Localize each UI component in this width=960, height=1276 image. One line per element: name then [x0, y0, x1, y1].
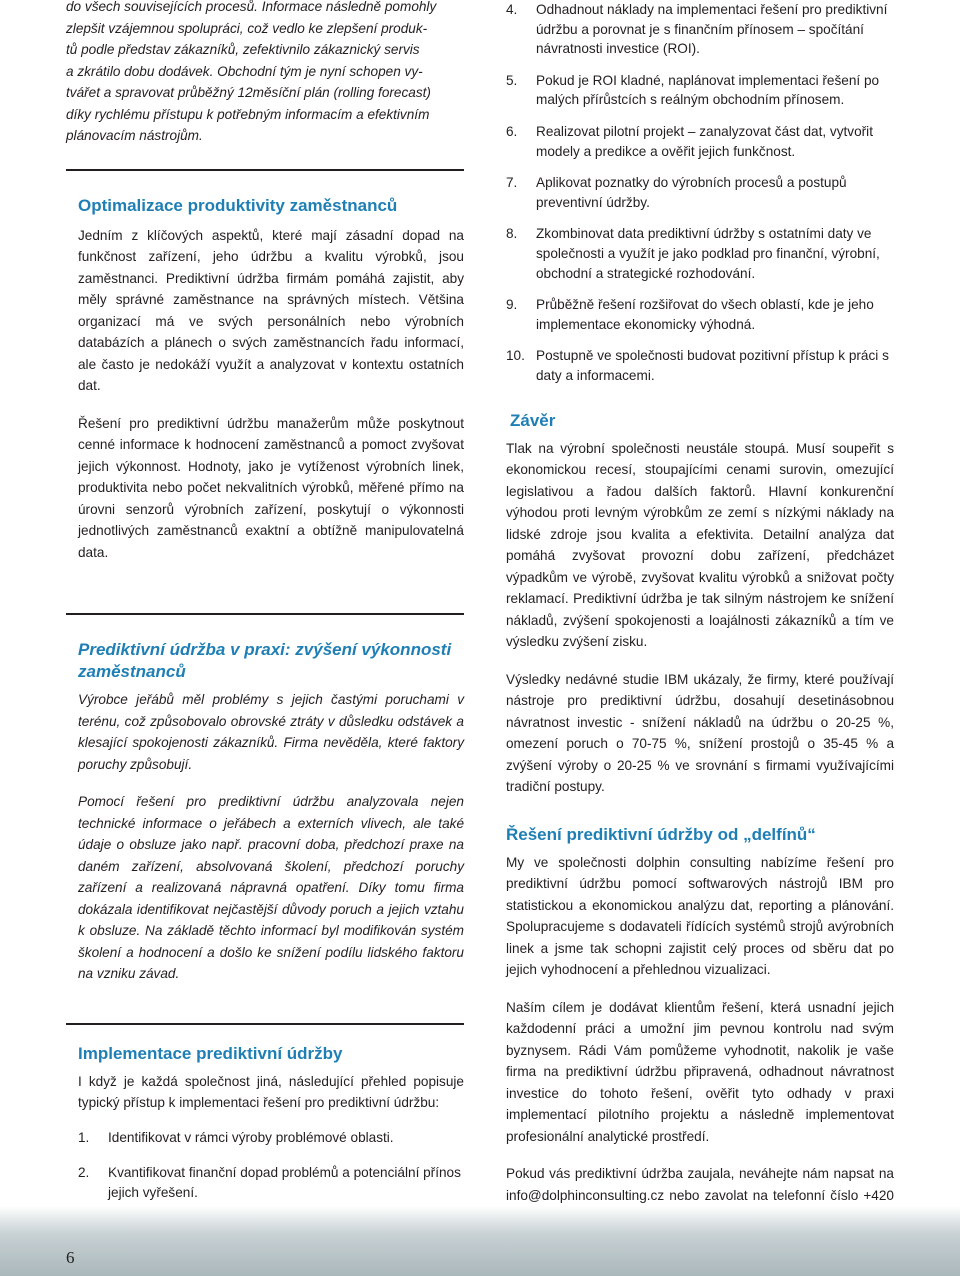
list-number: 2. [78, 1165, 90, 1181]
section-divider [66, 1023, 464, 1025]
list-number: 5. [506, 72, 518, 88]
list-text: Aplikovat poznatky do výrobních procesů a postupů preventivní údržby. [536, 175, 847, 210]
list-number: 7. [506, 175, 518, 191]
paragraph: Výrobce jeřábů měl problémy s jejich častými poruchami v terénu, což způsobovalo obrovské ztráty v důsledku odstávek a klesající spokojenosti zákazníků. Firma nevěděla, které faktory poruchy způsobují. [78, 692, 464, 772]
left-column [66, 0, 464, 1257]
list-item [506, 295, 894, 334]
page-number: 6 [66, 1248, 75, 1267]
list-number: 10. [506, 348, 525, 364]
paragraph: My ve společnosti dolphin consulting nabízíme řešení pro prediktivní údržbu pomocí softwarových nástrojů IBM pro statistickou a ekonomickou analýzu dat, reporting a plánování. Spolupracujeme s dodavateli řídících systémů strojů avýrobních linek a jsme tak schopni zajistit celý proces od sběru dat po jejich vyhodnocení a přehlednou vizualizaci. [506, 854, 894, 977]
list-text: Průběžně řešení rozšiřovat do všech oblastí, kde je jeho implementace ekonomicky výhodná. [536, 297, 874, 332]
list-item [506, 122, 894, 161]
paragraph: I když je každá společnost jiná, následující přehled popisuje typický přístup k implementaci řešení pro prediktivní údržbu: [78, 1073, 464, 1110]
list-item [506, 346, 894, 385]
section-heading-practice [78, 639, 464, 683]
heading-line: zaměstnanců [78, 662, 186, 681]
intro-line: díky rychlému přístupu k potřebným informacím a efektivním [66, 106, 430, 122]
list-item [506, 173, 894, 212]
paragraph: Pokud vás prediktivní údržba zaujala, neváhejte nám napsat na info@dolphinconsulting.cz nebo zavolat na telefonní číslo +420 [506, 1166, 894, 1203]
list-item [78, 1163, 464, 1202]
section-heading-implementation: Implementace prediktivní údržby [78, 1043, 343, 1063]
heading-line: Prediktivní údržba v praxi: zvýšení výkonnosti [78, 640, 452, 659]
paragraph: Tlak na výrobní společnosti neustále stoupá. Musí soupeřit s ekonomickou recesí, stoupajícími cenami surovin, omezující legislativou a řadou dalších faktorů. Hlavní konkurenční výhodou proti levným výrobkům ze zemí s nízkými náklady na lidské zdroje jsou kvalita a efektivita. Detailní analýza dat pomáhá zvyšovat provozní dobu zařízení, předcházet výpadkům ve výrobě, zvyšovat kvalitu výrobků a snižovat počty reklamací. Prediktivní údržba je tak silným nástrojem ke snížení nákladů, zvýšení spokojenosti a loajálnosti zákazníků a tím ve výsledku zvýšení zisku. [506, 440, 894, 649]
intro-line: zlepšit vzájemnou spolupráci, což vedlo ke zlepšení produk- [66, 20, 428, 36]
paragraph: Výsledky nedávné studie IBM ukázaly, že firmy, které používají nástroje pro prediktivní údržbu, dosahují desetinásobnou návratnost investic - snížení nákladů na údržbu o 20-25 %, omezení poruch o 70-75 %, snížení prostojů o 35-45 % a zvýšení výroby o 20-25 % ve srovnání s firmami využívajícími tradiční postupy. [506, 671, 894, 794]
list-item [506, 224, 894, 283]
section-body-practice [66, 689, 464, 985]
list-text: Odhadnout náklady na implementaci řešení pro prediktivní údržbu a porovnat je s finančním přínosem – spočítání návratnosti investice (ROI). [536, 2, 888, 57]
intro-line: tvářet a spravovat průběžný 12měsíční plán (rolling forecast) [66, 85, 431, 100]
paragraph: Naším cílem je dodávat klientům řešení, která usnadní jejich každodenní práci a umožní jim pevnou kontrolu nad svým byznysem. Rádi Vám pomůžeme vyhodnotit, nakolik je vaše firma na prediktivní údržbu připravená, odhadnout návratnost investice do tohoto řešení, ověřit tyto odhady v praxi implementací pilotního projektu a následně implementovat profesionální analytické prostředí. [506, 999, 894, 1144]
list-text: Zkombinovat data prediktivní údržby s ostatními daty ve společnosti a využít je jako podklad pro finanční, výrobní, obchodní a strategické rozhodování. [536, 226, 880, 281]
section-heading-productivity: Optimalizace produktivity zaměstnanců [78, 195, 398, 215]
intro-line: do všech souvisejících procesů. Informace následně pomohly [66, 0, 437, 14]
list-number: 4. [506, 2, 518, 17]
list-number: 8. [506, 226, 518, 242]
list-number: 1. [78, 1129, 90, 1145]
right-column [506, 0, 894, 1249]
paragraph: Jedním z klíčových aspektů, které mají zásadní dopad na funkčnost zařízení, jeho údržbu a kvalitu výrobků, jsou zaměstnanci. Prediktivní údržba firmám pomáhá zajistit, aby měly správné zaměstnance na správných místech. Většina organizací má ve svých personálních nebo výrobních databázích a plánech o svých zaměstnancích řadu informací, ale často je nedokáží využít a analyzovat v kontextu ostatních dat. [78, 227, 464, 393]
list-text: Kvantifikovat finanční dopad problémů a potenciální přínos jejich vyřešení. [108, 1165, 461, 1200]
list-text: Postupně ve společnosti budovat pozitivní přístup k práci s daty a informacemi. [536, 348, 889, 383]
section-heading-dolphin: Řešení prediktivní údržby od „delfínů“ [506, 824, 816, 844]
list-item [506, 0, 894, 59]
section-divider [66, 613, 464, 615]
list-number: 9. [506, 297, 518, 313]
intro-line: plánovacím nástrojům. [66, 128, 203, 143]
list-item [78, 1128, 464, 1148]
paragraph: Řešení pro prediktivní údržbu manažerům může poskytnout cenné informace k hodnocení zaměstnanců a pomoct zvyšovat jejich výkonnost. Hodnoty, jako je vytíženost výrobních linek, produktivita nebo počet nekvalitních výrobků, měřené přímo na úrovni senzorů výrobních zařízení, poskytují o výkonnosti jednotlivých zaměstnanců exaktní a obtížně manipulovatelná data. [78, 415, 464, 560]
intro-line: a zkrátilo dobu dodávek. Obchodní tým je nyní schopen vy- [66, 63, 423, 79]
intro-paragraph [66, 0, 464, 147]
list-item [506, 71, 894, 110]
paragraph: Pomocí řešení pro prediktivní údržbu analyzovala nejen technické informace o jeřábech a externích vlivech, ale také údaje o obsluze jako např. pracovní doba, předchozí praxe na daném zařízení, absolvovaná školení, předchozí poruchy zařízení a realizovaná nápravná opatření. Díky tomu firma dokázala identifikovat nejčastější důvody poruch a jejich vztahu k obsluze. Na základě těchto informací byl modifikován systém školení a hodnocení a došlo ke snížení podílu lidského faktoru na vzniku závad. [78, 794, 464, 981]
list-text: Identifikovat v rámci výroby problémové oblasti. [108, 1129, 394, 1145]
intro-line: tů podle představ zákazníků, zefektivnilo zákaznický servis [66, 42, 420, 57]
section-heading-conclusion: Závěr [510, 410, 556, 430]
footer-band [0, 1206, 960, 1276]
list-text: Realizovat pilotní projekt – zanalyzovat část dat, vytvořit modely a predikce a ověřit jejich funkčnost. [536, 123, 873, 159]
list-text: Pokud je ROI kladné, naplánovat implementaci řešení po malých přírůstcích s reálným obchodním přínosem. [536, 72, 880, 108]
section-body-productivity [66, 225, 464, 564]
section-divider [66, 169, 464, 171]
list-number: 6. [506, 123, 518, 139]
implementation-steps-continued [506, 0, 894, 386]
